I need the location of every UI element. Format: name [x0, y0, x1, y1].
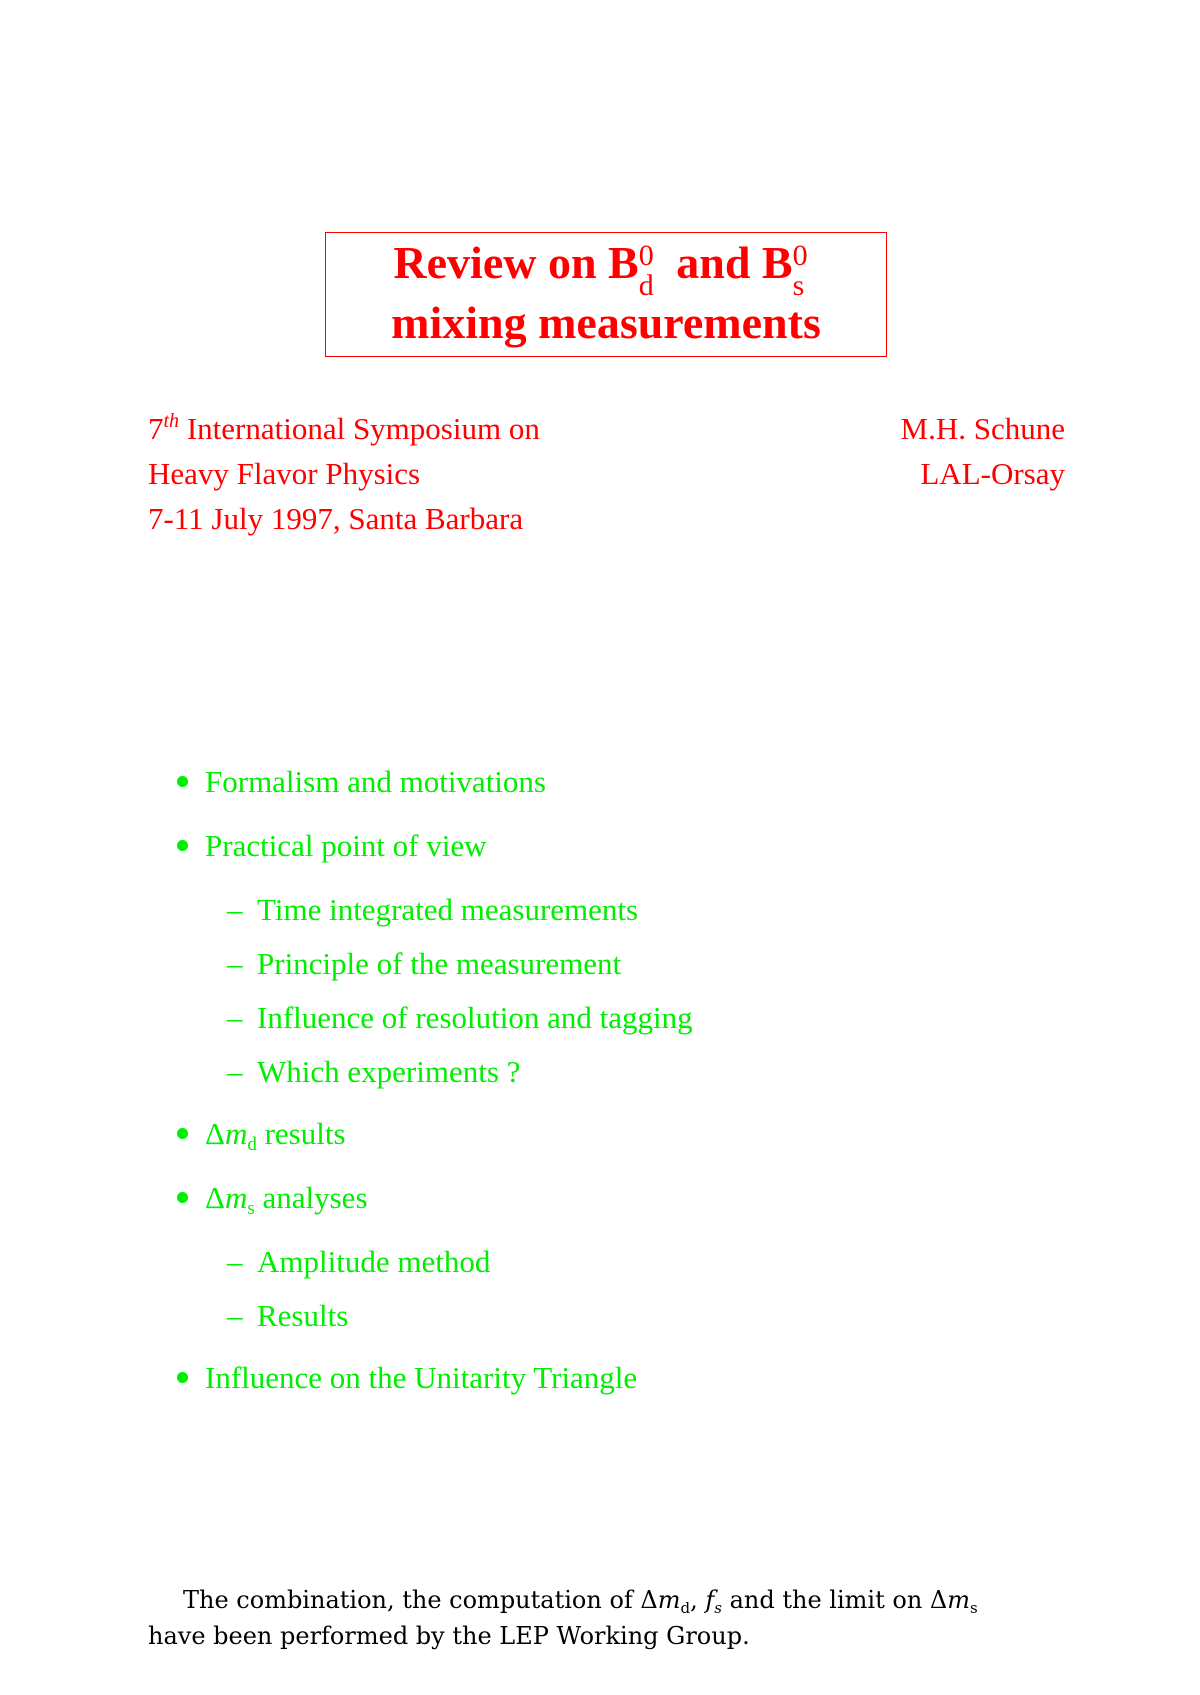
bullet-icon — [177, 1372, 188, 1383]
dash-icon: – — [227, 1298, 243, 1333]
title-sup-1: 0 — [638, 239, 654, 272]
footnote-text: The combination, the computation of Δ — [183, 1586, 658, 1614]
bullet-icon — [177, 776, 188, 787]
math-m: m — [224, 1180, 248, 1215]
conference-line-1 — [148, 406, 540, 451]
delta-symbol: Δ — [205, 1180, 225, 1215]
math-m: m — [947, 1586, 970, 1614]
footnote-text: and the limit on Δ — [721, 1586, 948, 1614]
outline-item-text: Influence on the Unitarity Triangle — [205, 1360, 638, 1395]
title-line-2: mixing measurements — [391, 297, 821, 348]
title-bd-scripts — [638, 236, 665, 302]
outline-item-rest: results — [256, 1116, 346, 1151]
bullet-icon — [177, 840, 188, 851]
math-m: m — [224, 1116, 248, 1151]
outline-item-text: Practical point of view — [205, 828, 487, 863]
conference-line-2: Heavy Flavor Physics — [148, 456, 421, 491]
outline-subitem-text: Influence of resolution and tagging — [257, 1000, 693, 1035]
title-line-1 — [326, 233, 886, 302]
author-info — [901, 406, 1065, 496]
delta-symbol: Δ — [205, 1116, 225, 1151]
conference-line-3: 7-11 July 1997, Santa Barbara — [148, 501, 524, 536]
footnote-line-2: have been performed by the LEP Working Group. — [148, 1622, 750, 1650]
bullet-icon — [177, 1192, 188, 1203]
outline-subitem-text: Time integrated measurements — [257, 892, 639, 927]
title-bs-scripts — [792, 236, 819, 302]
footnote-line-1 — [148, 1582, 1066, 1618]
math-m: m — [657, 1586, 681, 1614]
title-text-prefix: Review on B — [393, 237, 639, 288]
dash-icon: – — [227, 1244, 243, 1279]
conference-line-1-rest: International Symposium on — [179, 411, 540, 446]
outline-subitem-text: Principle of the measurement — [257, 946, 622, 981]
footnote-text: , — [690, 1586, 706, 1614]
outline-item-text: Formalism and motivations — [205, 764, 546, 799]
outline-subitem-text: Which experiments ? — [257, 1054, 521, 1089]
outline-item-text — [205, 1114, 346, 1154]
title-sub-2: s — [792, 269, 805, 302]
title-sup-2: 0 — [792, 239, 808, 272]
math-subscript: d — [680, 1599, 691, 1617]
conference-info — [148, 406, 540, 541]
title-box — [325, 232, 887, 357]
outline-subitem-text: Results — [257, 1298, 349, 1333]
math-f: f — [705, 1586, 715, 1614]
outline-subitem-text: Amplitude method — [257, 1244, 491, 1279]
math-subscript: s — [247, 1198, 255, 1219]
outline-item-rest: analyses — [254, 1180, 368, 1215]
conference-ordinal-number: 7 — [148, 411, 164, 446]
dash-icon: – — [227, 892, 243, 927]
dash-icon: – — [227, 1054, 243, 1089]
title-sub-1: d — [638, 269, 654, 302]
footnote — [148, 1582, 1066, 1654]
bullet-icon — [177, 1128, 188, 1139]
outline-item-text — [205, 1178, 368, 1218]
conference-ordinal-suffix: th — [163, 410, 180, 432]
math-subscript: s — [970, 1599, 978, 1617]
math-subscript: s — [714, 1599, 722, 1617]
author-name: M.H. Schune — [900, 411, 1065, 446]
dash-icon: – — [227, 1000, 243, 1035]
dash-icon: – — [227, 946, 243, 981]
author-affiliation: LAL-Orsay — [920, 456, 1065, 491]
math-subscript: d — [247, 1134, 257, 1155]
title-text-mid: and B — [664, 237, 793, 288]
